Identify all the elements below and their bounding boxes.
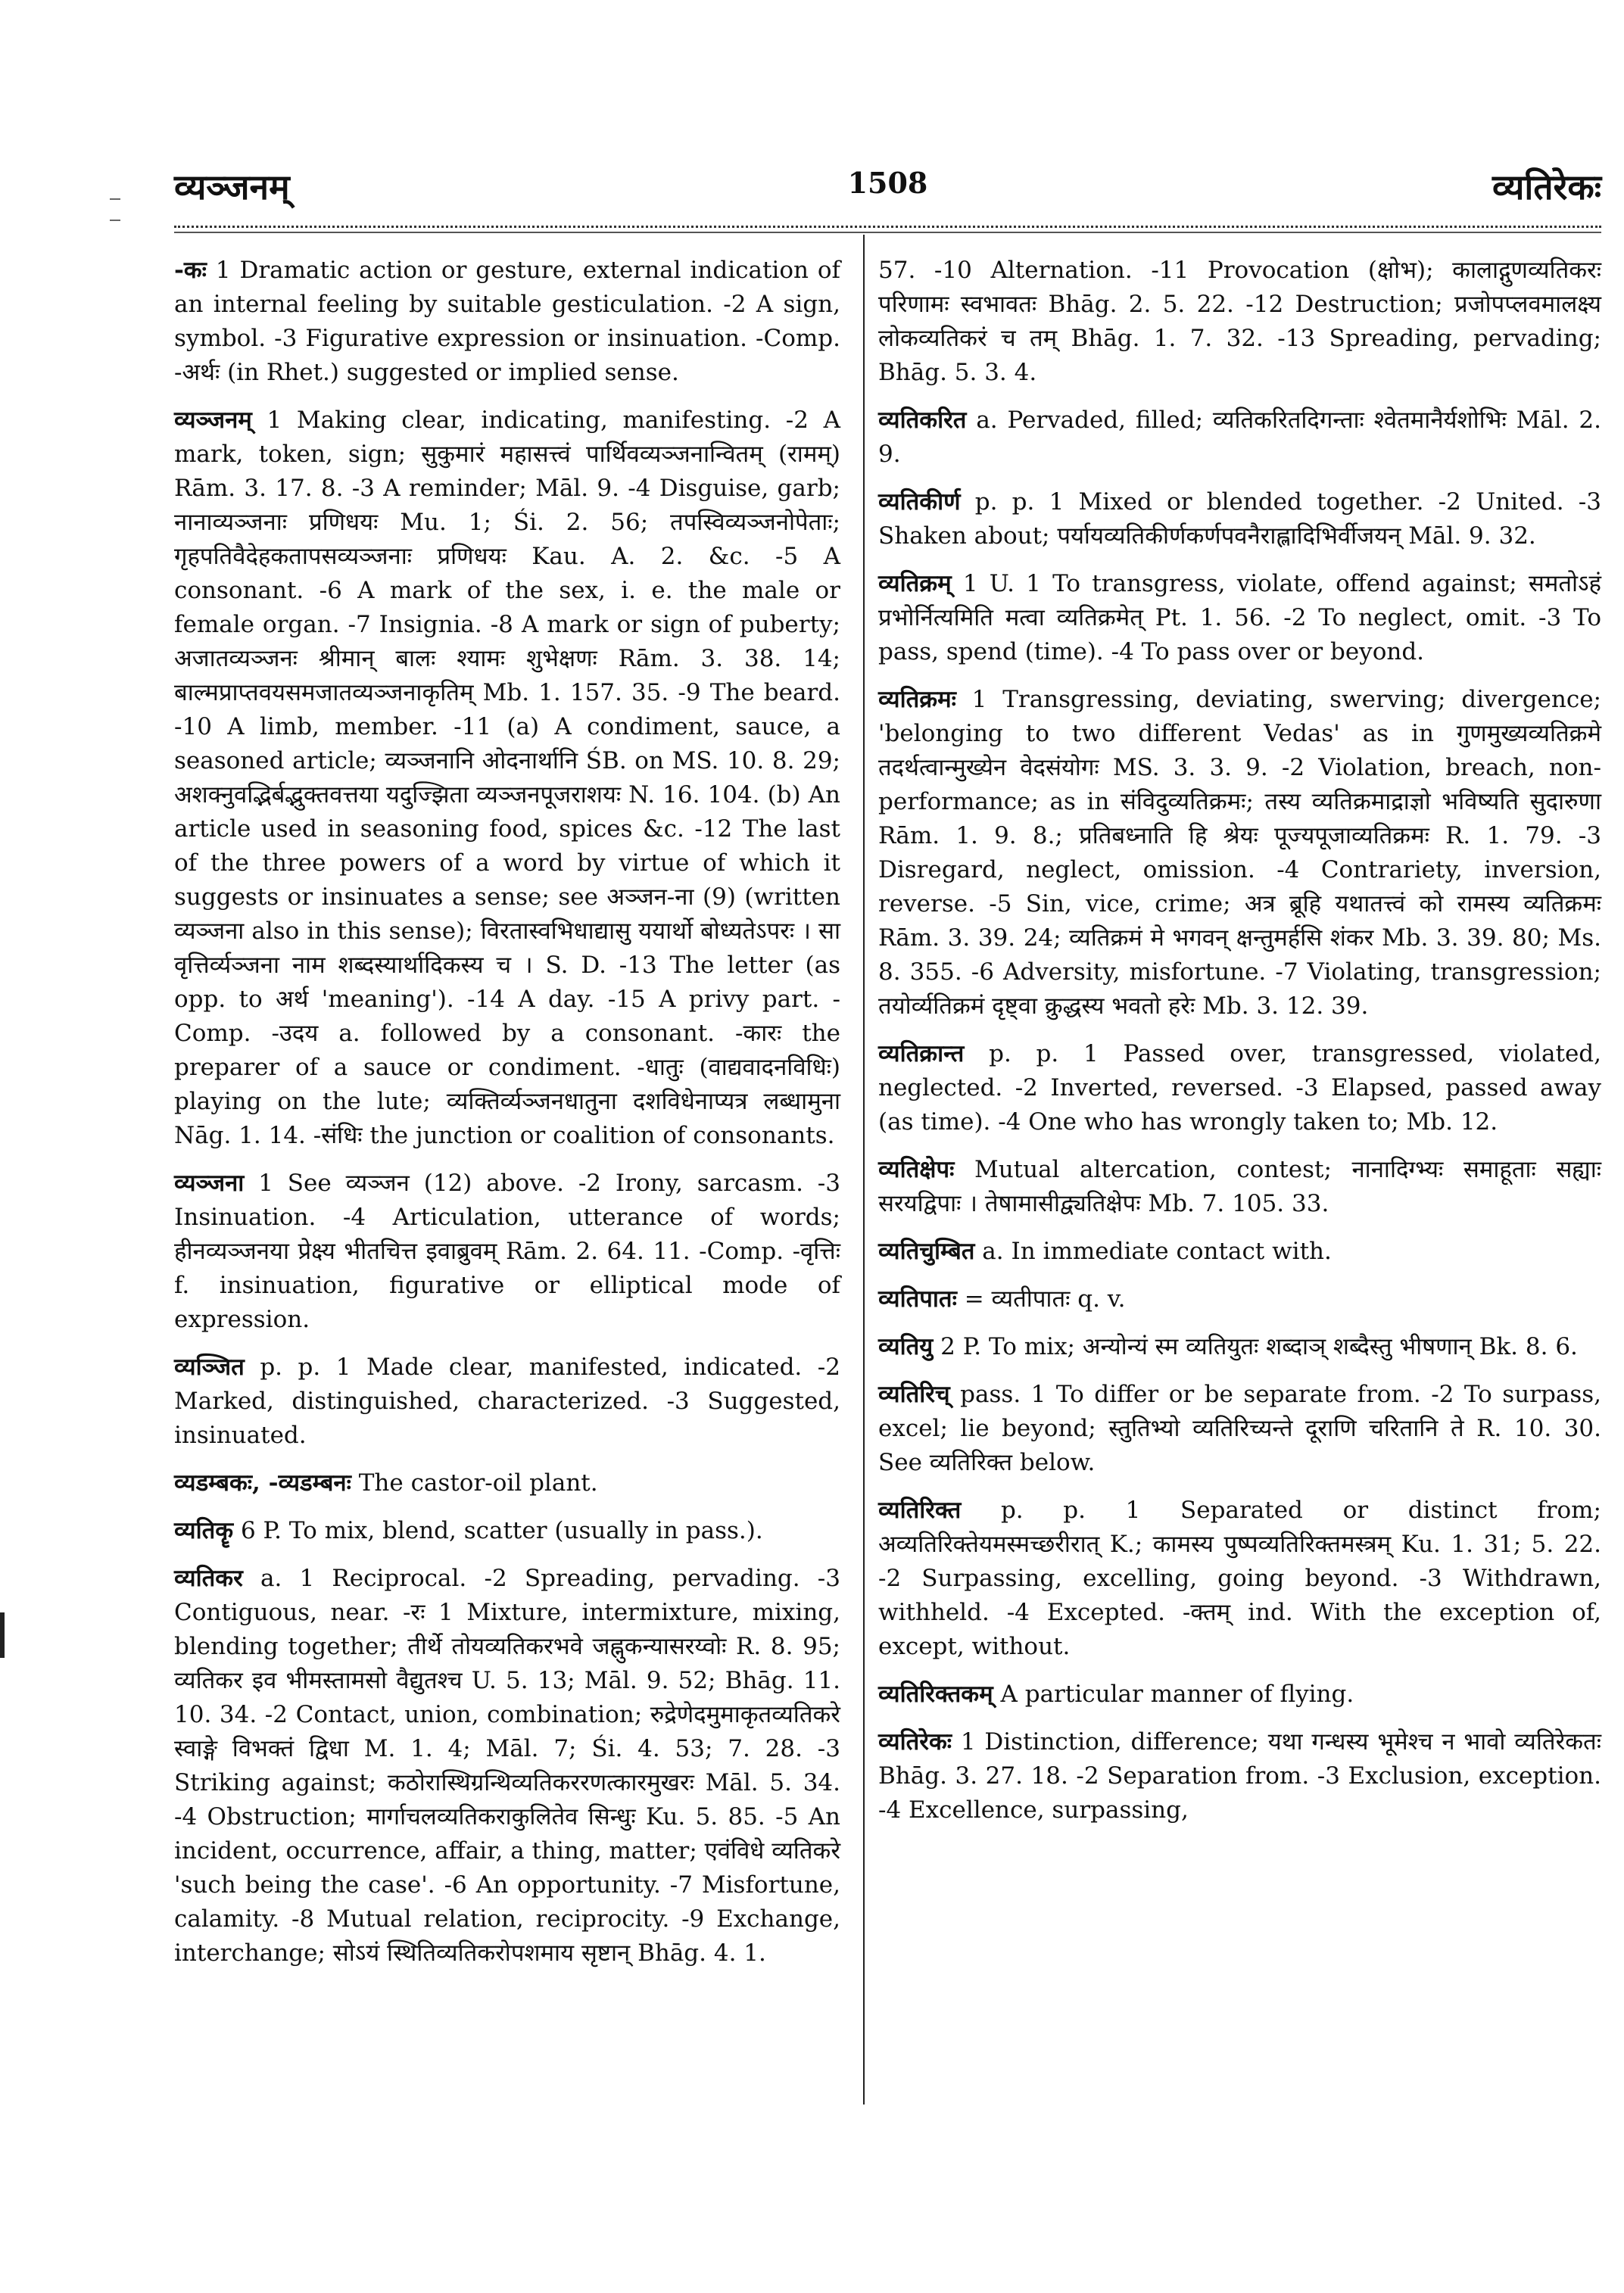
entry-definition: p. p. 1 Separated or distinct from; अव्यतिरिक्तेयमस्मच्छरीरात् K.; कामस्य पुष्पव्यतिरिक्तमस्त्रम् Ku. 1. 31; 5. 22. -2 Surpassing, excelling, going beyond. -3 Withdrawn, withheld. -4 Excepted. -क्तम् ind. With the exception of, except, without.	[878, 1497, 1601, 1660]
entry-definition: a. 1 Reciprocal. -2 Spreading, pervading. -3 Contiguous, near. -रः 1 Mixture, intermixture, mixing, blending together; तीर्थे तोयव्यतिकरभवे जह्नुकन्यासरय्वोः R. 8. 95; व्यतिकर इव भीमस्तामसो वैद्युतश्च U. 5. 13; Māl. 9. 52; Bhāg. 11. 10. 34. -2 Contact, union, combination; रुद्रेणेदमुमाकृतव्यतिकरे स्वाङ्गे विभक्तं द्विधा M. 1. 4; Māl. 7; Śi. 4. 53; 7. 28. -3 Striking against; कठोरास्थिग्रन्थिव्यतिकररणत्कारमुखरः Māl. 5. 34. -4 Obstruction; मार्गाचलव्यतिकराकुलितेव सिन्धुः Ku. 5. 85. -5 An incident, occurrence, affair, a thing, matter; एवंविधे व्यतिकरे 'such being the case'. -6 An opportunity. -7 Misfortune, calamity. -8 Mutual relation, reciprocity. -9 Exchange, interchange; सोऽयं स्थितिव्यतिकरोपशमाय सृष्टान् Bhāg. 4. 1.	[174, 1565, 840, 1967]
entry-definition: 6 P. To mix, blend, scatter (usually in pass.).	[233, 1517, 763, 1544]
entry-definition: 1 Transgressing, deviating, swerving; divergence; 'belonging to two different Vedas' as in गुणमुख्यव्यतिक्रमे तदर्थत्वान्मुख्येन वेदसंयोगः MS. 3. 3. 9. -2 Violation, breach, non-performance; as in संविदुव्यतिक्रमः; तस्य व्यतिक्रमाद्राज्ञो भविष्यति सुदारुणा Rām. 1. 9. 8.; प्रतिबध्नाति हि श्रेयः पूज्यपूजाव्यतिक्रमः R. 1. 79. -3 Disregard, neglect, omission. -4 Contrariety, inversion, reverse. -5 Sin, vice, crime; अत्र ब्रूहि यथातत्त्वं को रामस्य व्यतिक्रमः Rām. 3. 39. 24; व्यतिक्रमं मे भगवन् क्षन्तुमर्हसि शंकर Mb. 3. 39. 80; Ms. 8. 355. -6 Adversity, misfortune. -7 Violating, transgression; तयोर्व्यतिक्रमं दृष्ट्वा क्रुद्धस्य भवतो हरेः Mb. 3. 12. 39.	[878, 686, 1601, 1020]
entry-headword: व्यतिचुम्बित	[878, 1238, 975, 1265]
dictionary-entry	[174, 1562, 840, 1971]
entry-definition: a. In immediate contact with.	[974, 1238, 1332, 1265]
header-rule	[174, 232, 1601, 233]
left-column	[174, 254, 840, 1984]
right-column	[878, 254, 1601, 1841]
dictionary-entry	[174, 1351, 840, 1453]
dictionary-entry	[878, 1725, 1601, 1827]
entry-headword: व्यञ्जित	[174, 1354, 245, 1381]
dictionary-entry	[878, 1678, 1601, 1712]
entry-definition: The castor-oil plant.	[351, 1469, 598, 1497]
entry-definition: 1 Making clear, indicating, manifesting. -2 A mark, token, sign; सुकुमारं महासत्त्वं पार्थिवव्यञ्जनान्वितम् (रामम्) Rām. 3. 17. 8. -3 A reminder; Māl. 9. -4 Disguise, garb; नानाव्यञ्जनाः प्रणिधयः Mu. 1; Śi. 2. 56; तपस्विव्यञ्जनोपेताः; गृहपतिवैदेहकतापसव्यञ्जनाः प्रणिधयः Kau. A. 2. &c. -5 A consonant. -6 A mark of the sex, i. e. the male or female organ. -7 Insignia. -8 A mark or sign of puberty; अजातव्यञ्जनः श्रीमान् बालः श्यामः शुभेक्षणः Rām. 3. 38. 14; बाल्मप्राप्तवयसमजातव्यञ्जनाकृतिम् Mb. 1. 157. 35. -9 The beard. -10 A limb, member. -11 (a) A condiment, sauce, a seasoned article; व्यञ्जनानि ओदनार्थानि ŚB. on MS. 10. 8. 29; अशक्नुवद्भिर्बद्भुक्तवत्तया यदुज्झिता व्यञ्जनपूजराशयः N. 16. 104. (b) An article used in seasoning food, spices &c. -12 The last of the three powers of a word by virtue of which it suggests or insinuates a sense; see अञ्जन-ना (9) (written व्यञ्जना also in this sense); विरतास्वभिधाद्यासु ययार्थो बोध्यतेऽपरः । सा वृत्तिर्व्यञ्जना नाम शब्दस्यार्थादिकस्य च । S. D. -13 The letter (as opp. to अर्थ 'meaning'). -14 A day. -15 A privy part. -Comp. -उदय a. followed by a consonant. -कारः the preparer of a sauce or condiment. -धातुः (वाद्यवादनविधिः) playing on the lute; व्यक्तिर्व्यञ्जनधातुना दशविधेनाप्यत्र लब्धामुना Nāg. 1. 14. -संधिः the junction or coalition of consonants.	[174, 407, 840, 1149]
entry-headword: व्यतिकर	[174, 1565, 243, 1592]
entry-definition: 1 U. 1 To transgress, violate, offend against; समतोऽहं प्रभोर्नित्यमिति मत्वा व्यतिक्रमेत् Pt. 1. 56. -2 To neglect, omit. -3 To pass, spend (time). -4 To pass over or beyond.	[878, 570, 1601, 665]
margin-mark	[110, 198, 120, 200]
entry-headword: व्यतिक्षेपः	[878, 1156, 955, 1183]
entry-definition: Mutual altercation, contest; नानादिग्भ्यः समाहूताः सह्याः सरयद्विपाः । तेषामासीद्व्यतिक्षेपः Mb. 7. 105. 33.	[878, 1156, 1601, 1217]
dictionary-entry	[174, 1167, 840, 1337]
dictionary-entry	[878, 1330, 1601, 1364]
entry-definition: p. p. 1 Mixed or blended together. -2 United. -3 Shaken about; पर्यायव्यतिकीर्णकर्णपवनैराह्लादिभिर्वीजयन् Māl. 9. 32.	[878, 488, 1601, 550]
entry-definition: a. Pervaded, filled; व्यतिकरितदिगन्ताः श्वेतमानैर्यशोभिः Māl. 2. 9.	[878, 407, 1601, 468]
dictionary-entry	[878, 1037, 1601, 1139]
entry-headword: -कः	[174, 257, 207, 284]
entry-headword: व्यतिरिक्त	[878, 1497, 962, 1524]
dictionary-entry	[174, 1466, 840, 1500]
entry-headword: व्यतिरेकः	[878, 1728, 952, 1756]
dictionary-entry	[878, 403, 1601, 472]
dictionary-entry	[174, 1514, 840, 1548]
dictionary-entry	[878, 485, 1601, 553]
entry-definition: = व्यतीपातः q. v.	[956, 1285, 1126, 1313]
entry-definition: p. p. 1 Made clear, manifested, indicated. -2 Marked, distinguished, characterized. -3 Suggested, insinuated.	[174, 1354, 840, 1449]
entry-definition: A particular manner of flying.	[993, 1681, 1354, 1708]
header-right-word: व्यतिरेकः	[1492, 167, 1601, 207]
column-divider	[863, 235, 865, 2105]
entry-headword: व्यतिपातः	[878, 1285, 957, 1313]
entry-headword: व्यतिरिच्	[878, 1381, 950, 1408]
entry-headword: व्यतिक्रम्	[878, 570, 952, 597]
dictionary-entry	[878, 567, 1601, 669]
entry-headword: व्यतिकरित	[878, 407, 967, 434]
entry-definition: 57. -10 Alternation. -11 Provocation (क्षोभ); कालाद्गुणव्यतिकरः परिणामः स्वभावतः Bhāg. 2. 5. 22. -12 Destruction; प्रजोपप्लवमालक्ष्य लोकव्यतिकरं च तम् Bhāg. 1. 7. 32. -13 Spreading, pervading; Bhāg. 5. 3. 4.	[878, 257, 1601, 386]
thumb-index-mark	[0, 1612, 65, 1658]
dictionary-entry	[878, 683, 1601, 1023]
entry-definition: pass. 1 To differ or be separate from. -2 To surpass, excel; lie beyond; स्तुतिभ्यो व्यतिरिच्यन्ते दूराणि चरितानि ते R. 10. 30. See व्यतिरिक्त below.	[878, 1381, 1601, 1476]
entry-headword: व्यतिकीर्ण	[878, 488, 961, 516]
entry-definition: 1 Distinction, difference; यथा गन्धस्य भूमेश्च न भावो व्यतिरेकतः Bhāg. 3. 27. 18. -2 Separation from. -3 Exclusion, exception. -4 Excellence, surpassing,	[878, 1728, 1601, 1824]
entry-headword: व्यतिकॄ	[174, 1517, 234, 1544]
dictionary-entry	[878, 254, 1601, 390]
entry-definition: 1 See व्यञ्जन (12) above. -2 Irony, sarcasm. -3 Insinuation. -4 Articulation, utterance of words; हीनव्यञ्जनया प्रेक्ष्य भीतचित्त इवाब्रुवम् Rām. 2. 64. 11. -Comp. -वृत्तिः f. insinuation, figurative or elliptical mode of expression.	[174, 1170, 840, 1333]
dictionary-entry	[878, 1378, 1601, 1480]
dictionary-entry	[174, 403, 840, 1153]
dictionary-entry	[174, 254, 840, 390]
page-number: 1508	[847, 166, 928, 200]
entry-definition: p. p. 1 Passed over, transgressed, violated, neglected. -2 Inverted, reversed. -3 Elapsed, passed away (as time). -4 One who has wrongly taken to; Mb. 12.	[878, 1040, 1601, 1136]
entry-headword: व्यतिरिक्तकम्	[878, 1681, 993, 1708]
dictionary-entry	[878, 1282, 1601, 1316]
page-header	[174, 163, 1601, 208]
entry-headword: व्यञ्जना	[174, 1170, 245, 1197]
dictionary-entry	[878, 1235, 1601, 1269]
entry-headword: व्यतिक्रान्त	[878, 1040, 965, 1067]
entry-headword: व्यडम्बकः, -व्यडम्बनः	[174, 1469, 351, 1497]
header-left-word: व्यञ्जनम्	[174, 167, 290, 207]
dictionary-entry	[878, 1494, 1601, 1664]
entry-definition: 2 P. To mix; अन्योन्यं स्म व्यतियुतः शब्दाञ् शब्दैस्तु भीषणान् Bk. 8. 6.	[933, 1333, 1578, 1360]
dictionary-entry	[878, 1153, 1601, 1221]
entry-headword: व्यञ्जनम्	[174, 407, 252, 434]
entry-headword: व्यतिक्रमः	[878, 686, 956, 713]
entry-headword: व्यतियु	[878, 1333, 934, 1360]
header-dotted-rule	[174, 226, 1601, 228]
margin-mark	[110, 220, 120, 221]
entry-definition: 1 Dramatic action or gesture, external indication of an internal feeling by suitable gesticulation. -2 A sign, symbol. -3 Figurative expression or insinuation. -Comp. -अर्थः (in Rhet.) suggested or implied sense.	[174, 257, 840, 386]
